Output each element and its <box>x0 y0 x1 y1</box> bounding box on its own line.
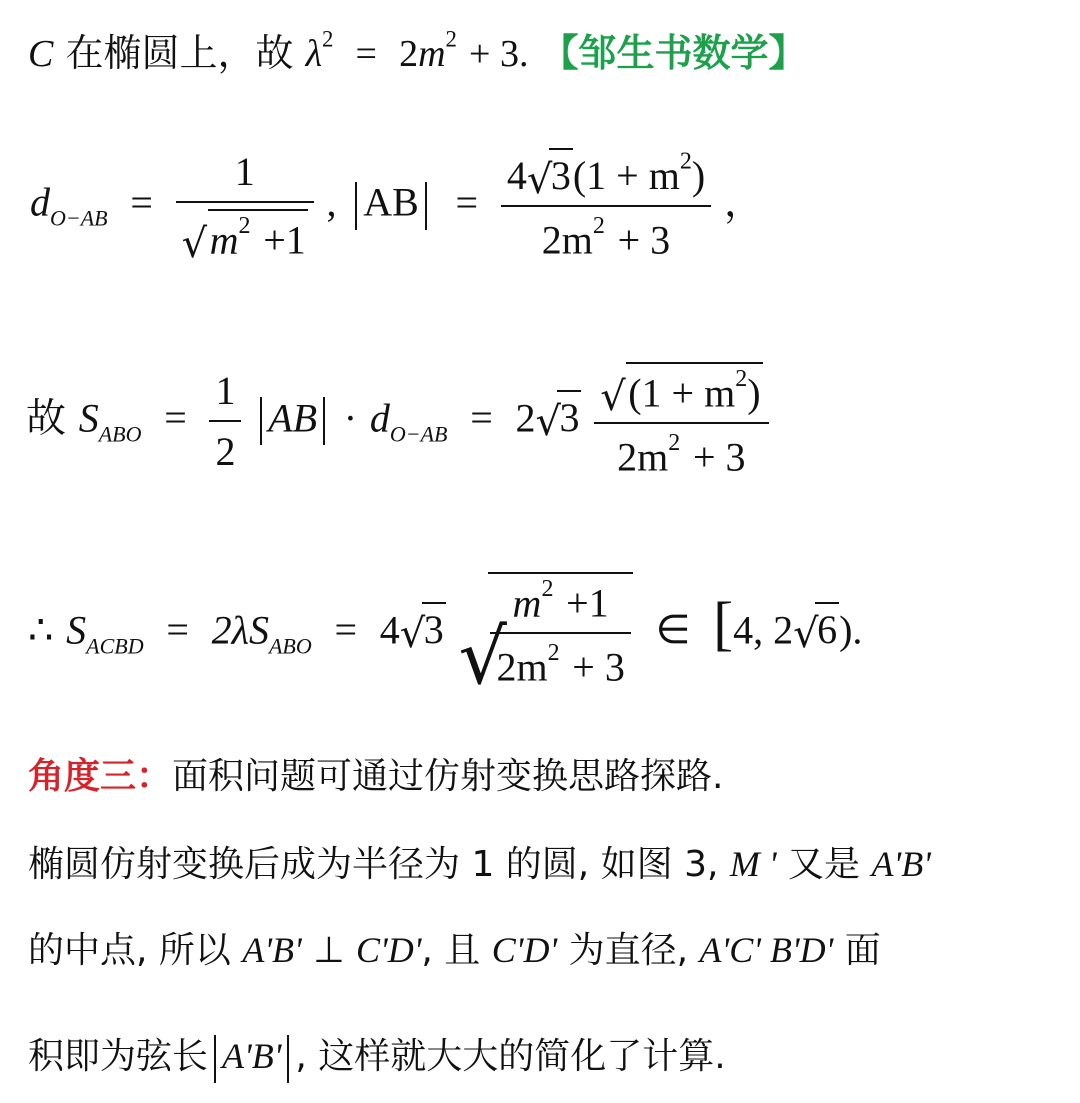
radical-sign: √ <box>399 611 426 658</box>
half-numerator: 1 <box>209 367 241 422</box>
element-of: ∈ <box>655 607 691 653</box>
sqrt-m2-plus-1 <box>181 209 308 268</box>
line-1 <box>28 22 807 77</box>
author-tag: 【邹生书数学】 <box>540 31 807 75</box>
m-exponent: 2 <box>541 576 554 602</box>
m-exponent: 2 <box>547 640 560 667</box>
abs-bar-left <box>214 1035 216 1083</box>
fraction-ratio <box>490 576 630 691</box>
segment-cd-prime-2: C'D' <box>491 930 558 970</box>
trailing-comma: ， <box>723 179 764 226</box>
sqrt-fraction <box>458 572 632 701</box>
fraction-ab-length <box>501 148 711 263</box>
line-2 <box>30 148 764 268</box>
area-subscript: ACBD <box>86 633 144 659</box>
radicand-3: 3 <box>422 602 446 653</box>
line7-text3: 为直径, <box>557 930 700 971</box>
plus-three: + 3 <box>469 33 519 75</box>
abs-bar-right <box>287 1035 289 1083</box>
m-exponent: 2 <box>679 148 692 175</box>
line7-text4: 面 <box>833 930 881 971</box>
lambda-exponent: 2 <box>322 26 334 52</box>
equals-sign: = <box>164 395 187 441</box>
var-m: m <box>418 33 446 75</box>
sqrt-3 <box>526 148 573 203</box>
area-subscript: ABO <box>98 421 142 447</box>
fraction-denominator <box>594 424 768 480</box>
segment-ab: AB <box>363 179 419 225</box>
fraction-numerator <box>594 362 768 424</box>
den-lead: 2m <box>617 434 669 480</box>
fraction-numerator: 1 <box>176 148 314 203</box>
coefficient-2: 2 <box>515 395 536 441</box>
fraction-numerator <box>490 576 630 634</box>
var-c: C <box>28 33 54 75</box>
coefficient: 2 <box>399 33 419 75</box>
radicand-3: 3 <box>549 148 573 199</box>
line8-text2: , 这样就大大的简化了计算. <box>295 1036 726 1077</box>
distance-d: d <box>30 179 50 225</box>
fraction-numerator <box>501 148 711 207</box>
den-lead: 2m <box>496 644 548 690</box>
m-exponent: 2 <box>735 366 748 392</box>
equals-sign-2: = <box>455 179 479 225</box>
section-label: 角度三： <box>28 756 173 797</box>
distance-subscript: O−AB <box>50 205 108 231</box>
chord-ab-prime: A'B' <box>222 1036 282 1076</box>
equals-sign-2: = <box>334 607 357 653</box>
segment-ab: AB <box>268 395 318 441</box>
dot-operator: · <box>343 395 358 441</box>
line-8 <box>28 1028 726 1083</box>
sqrt-3 <box>399 602 446 658</box>
abs-bar-left <box>355 182 357 230</box>
var-m: m <box>512 580 542 626</box>
radical-sign: √ <box>600 374 626 421</box>
den-tail: + 3 <box>692 434 746 480</box>
lambda-symbol: λ <box>305 33 323 75</box>
equals-sign-2: = <box>470 395 493 441</box>
abs-bar-right <box>425 182 427 230</box>
fraction-denominator <box>176 203 314 268</box>
sqrt-3 <box>535 390 581 446</box>
line-6 <box>28 836 931 887</box>
coefficient-4: 4 <box>506 153 527 198</box>
perpendicular-symbol: ⊥ <box>313 930 345 970</box>
radical-sign: √ <box>535 399 561 446</box>
coefficient-4: 4 <box>379 607 400 653</box>
two-lambda-s: 2λS <box>211 607 269 653</box>
distance-subscript: O−AB <box>389 421 448 447</box>
equals-sign: = <box>166 607 189 653</box>
radicand-6: 6 <box>815 602 839 653</box>
segment-ab-prime: A'B' <box>242 930 302 970</box>
comma: , <box>326 179 337 225</box>
mid-subscript: ABO <box>268 633 312 659</box>
den-tail: + 3 <box>617 217 671 263</box>
radical-sign: √ <box>526 157 553 203</box>
line6-text2: 又是 <box>776 844 872 885</box>
line-5 <box>28 748 723 799</box>
distance-d: d <box>369 395 390 441</box>
m-exponent: 2 <box>592 213 605 239</box>
radical-sign: √ <box>793 611 819 658</box>
radical-sign: √ <box>458 611 507 701</box>
radicand-3: 3 <box>557 390 581 441</box>
den-tail: + 3 <box>572 644 625 690</box>
paren-expr: (1 + m <box>572 153 680 198</box>
abs-bar-right <box>323 397 325 445</box>
line6-text1: 椭圆仿射变换后成为半径为 1 的圆, 如图 3, <box>28 844 730 885</box>
paren-close: ) <box>691 153 706 198</box>
fraction-half <box>209 367 241 475</box>
period: . <box>518 33 529 75</box>
therefore-symbol: ∴ <box>28 607 54 653</box>
plus-one: +1 <box>263 217 306 263</box>
radical-sign: √ <box>181 221 208 268</box>
line1-text: 在椭圆上，故 <box>65 31 294 75</box>
therefore-word: 故 <box>26 395 66 442</box>
fraction-distance <box>176 148 314 268</box>
line-3 <box>26 362 769 481</box>
sqrt-numerator <box>600 362 762 421</box>
line7-text1: 的中点, 所以 <box>28 930 243 971</box>
paren-expr: (1 + m <box>628 370 736 416</box>
quadrilateral: A'C' B'D' <box>699 930 834 970</box>
area-s: S <box>78 395 99 441</box>
interval-values: 4, 2 <box>733 607 794 653</box>
var-m: m <box>209 217 239 263</box>
line-7 <box>28 922 881 973</box>
half-denominator: 2 <box>215 429 236 475</box>
fraction-denominator <box>490 634 630 690</box>
abs-bar-left <box>260 397 262 445</box>
line-4 <box>28 572 863 701</box>
fraction-area <box>594 362 768 481</box>
paren-close: ) <box>747 370 761 416</box>
line7-text2: , 且 <box>421 930 492 971</box>
m-exponent: 2 <box>445 26 457 52</box>
equals-sign: = <box>130 179 153 225</box>
m-exponent: 2 <box>238 213 251 239</box>
interval-open: [ <box>713 590 734 657</box>
den-lead: 2m <box>541 217 593 263</box>
segment-ab-prime: A'B' <box>871 844 931 884</box>
fraction-denominator <box>501 207 711 263</box>
line8-text1: 积即为弦长 <box>28 1036 209 1077</box>
sqrt-6 <box>793 602 839 658</box>
plus-one: +1 <box>566 580 609 626</box>
equals-sign: = <box>355 33 377 75</box>
section-text: 面积问题可通过仿射变换思路探路. <box>172 756 724 797</box>
area-s: S <box>66 607 87 653</box>
segment-cd-prime: C'D' <box>356 930 422 970</box>
interval-close: ). <box>839 607 863 653</box>
point-m-prime: M ' <box>729 844 777 884</box>
m-exponent: 2 <box>668 430 681 457</box>
